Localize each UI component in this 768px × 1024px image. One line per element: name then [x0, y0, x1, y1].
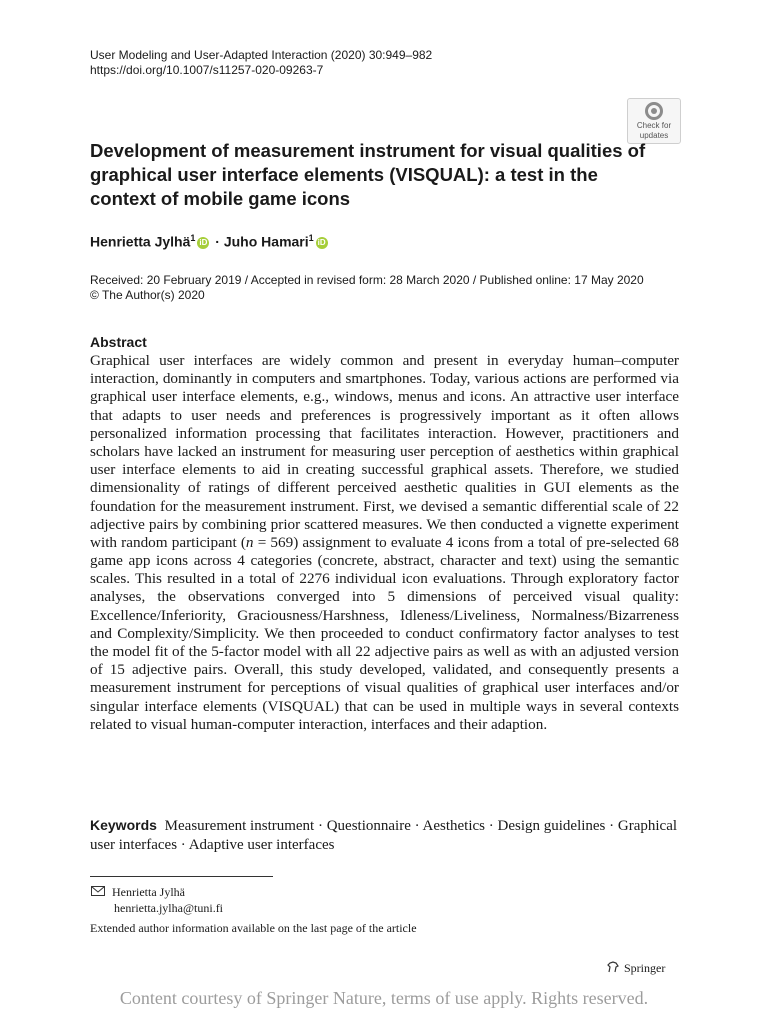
abstract-text — [90, 352, 679, 734]
correspondence — [90, 884, 223, 916]
badge-label-2: updates — [639, 131, 669, 140]
paper-title: Development of measurement instrument for visual qualities of graphical user interface elements (VISQUAL): a test in the context of mobile game icons — [90, 140, 646, 209]
abstract-part: Graphical user interfaces are widely common and present in everyday human–computer interaction, dominantly in computers and smartphones. Today, various actions are performed via graphical user interface elements, e.g., windows, menus and icons. An attractive user interface that adapts to user needs and preferences is progressively important as it often allows personalized information processing that facilitates interaction. However, practitioners and scholars have lacked an instrument for measuring user perception of aesthetics within graphical user interface elements to aid in creating successful graphical assets. Therefore, we studied dimensionality of ratings of different perceived aesthetic qualities in GUI elements as the foundation for the measurement instrument. First, we devised a semantic differential scale of 22 adjective pairs by combining prior scattered measures. We then conducted a vignette experiment with random participant ( — [90, 352, 679, 551]
abstract-heading: Abstract — [90, 334, 147, 350]
envelope-icon — [90, 886, 106, 896]
sample-size-variable: n — [245, 533, 254, 551]
extended-author-info: Extended author information available on the last page of the article — [90, 921, 417, 935]
author-list — [90, 233, 330, 250]
check-for-updates-badge[interactable] — [627, 98, 681, 144]
orcid-icon[interactable]: iD — [317, 237, 326, 247]
author-affiliation: 1 — [308, 233, 314, 243]
author-affiliation: 1 — [190, 233, 196, 243]
keywords-heading: Keywords — [90, 817, 157, 833]
publisher-logo — [606, 960, 665, 976]
journal-citation: User Modeling and User-Adapted Interaction (2020) 30:949–982 — [90, 48, 433, 62]
author-email[interactable]: henrietta.jylha@tuni.fi — [114, 901, 224, 915]
publisher-name: Springer — [624, 961, 666, 975]
article-history — [90, 273, 644, 303]
courtesy-notice: Content courtesy of Springer Nature, terms of use apply. Rights reserved. — [119, 988, 649, 1008]
corresponding-author: Henrietta Jylhä — [112, 885, 185, 899]
doi-link[interactable]: https://doi.org/10.1007/s11257-020-09263-7 — [90, 63, 324, 77]
copyright-notice: © The Author(s) 2020 — [90, 288, 205, 302]
keywords-list: Measurement instrument · Questionnaire · Aesthetics · Design guidelines · Graphical user interfaces · Adaptive user interfaces — [90, 818, 678, 853]
orcid-icon[interactable]: iD — [199, 237, 208, 247]
publication-dates: Received: 20 February 2019 / Accepted in revised form: 28 March 2020 / Published online: 17 May 2020 — [90, 273, 644, 287]
springer-horse-icon — [606, 960, 620, 974]
author-name: Juho Hamari — [223, 233, 309, 250]
badge-label-1: Check for — [636, 121, 672, 130]
journal-header — [90, 48, 432, 78]
footnote-divider — [90, 876, 273, 877]
abstract-part: = 569) assignment to evaluate 4 icons from a total of pre-selected 68 game app icons across 4 categories (concrete, abstract, character and text) using the semantic scales. This resulted in a total of 2276 individual icon evaluations. Through exploratory factor analyses, the observations converged into 5 dimensions of perceived visual quality: Excellence/Inferiority, Graciousness/Harshness, Idleness/Liveliness, Normalness/Bizarreness and Complexity/Simplicity. We then proceeded to conduct confirmatory factor analyses to test the model fit of the 5-factor model with all 22 adjective pairs as well as with an adjusted version of 15 adjective pairs. Overall, this study developed, validated, and consequently presents a measurement instrument for perceptions of visual qualities of graphical user interfaces and/or singular interface elements (VISQUAL) that can be used in multiple ways in several contexts related to visual human-computer interaction, interfaces and their adaption. — [90, 533, 679, 733]
author-separator: · — [215, 233, 220, 250]
author-name: Henrietta Jylhä — [90, 233, 191, 250]
check-for-updates-icon — [645, 102, 663, 120]
keywords-section — [90, 816, 679, 854]
